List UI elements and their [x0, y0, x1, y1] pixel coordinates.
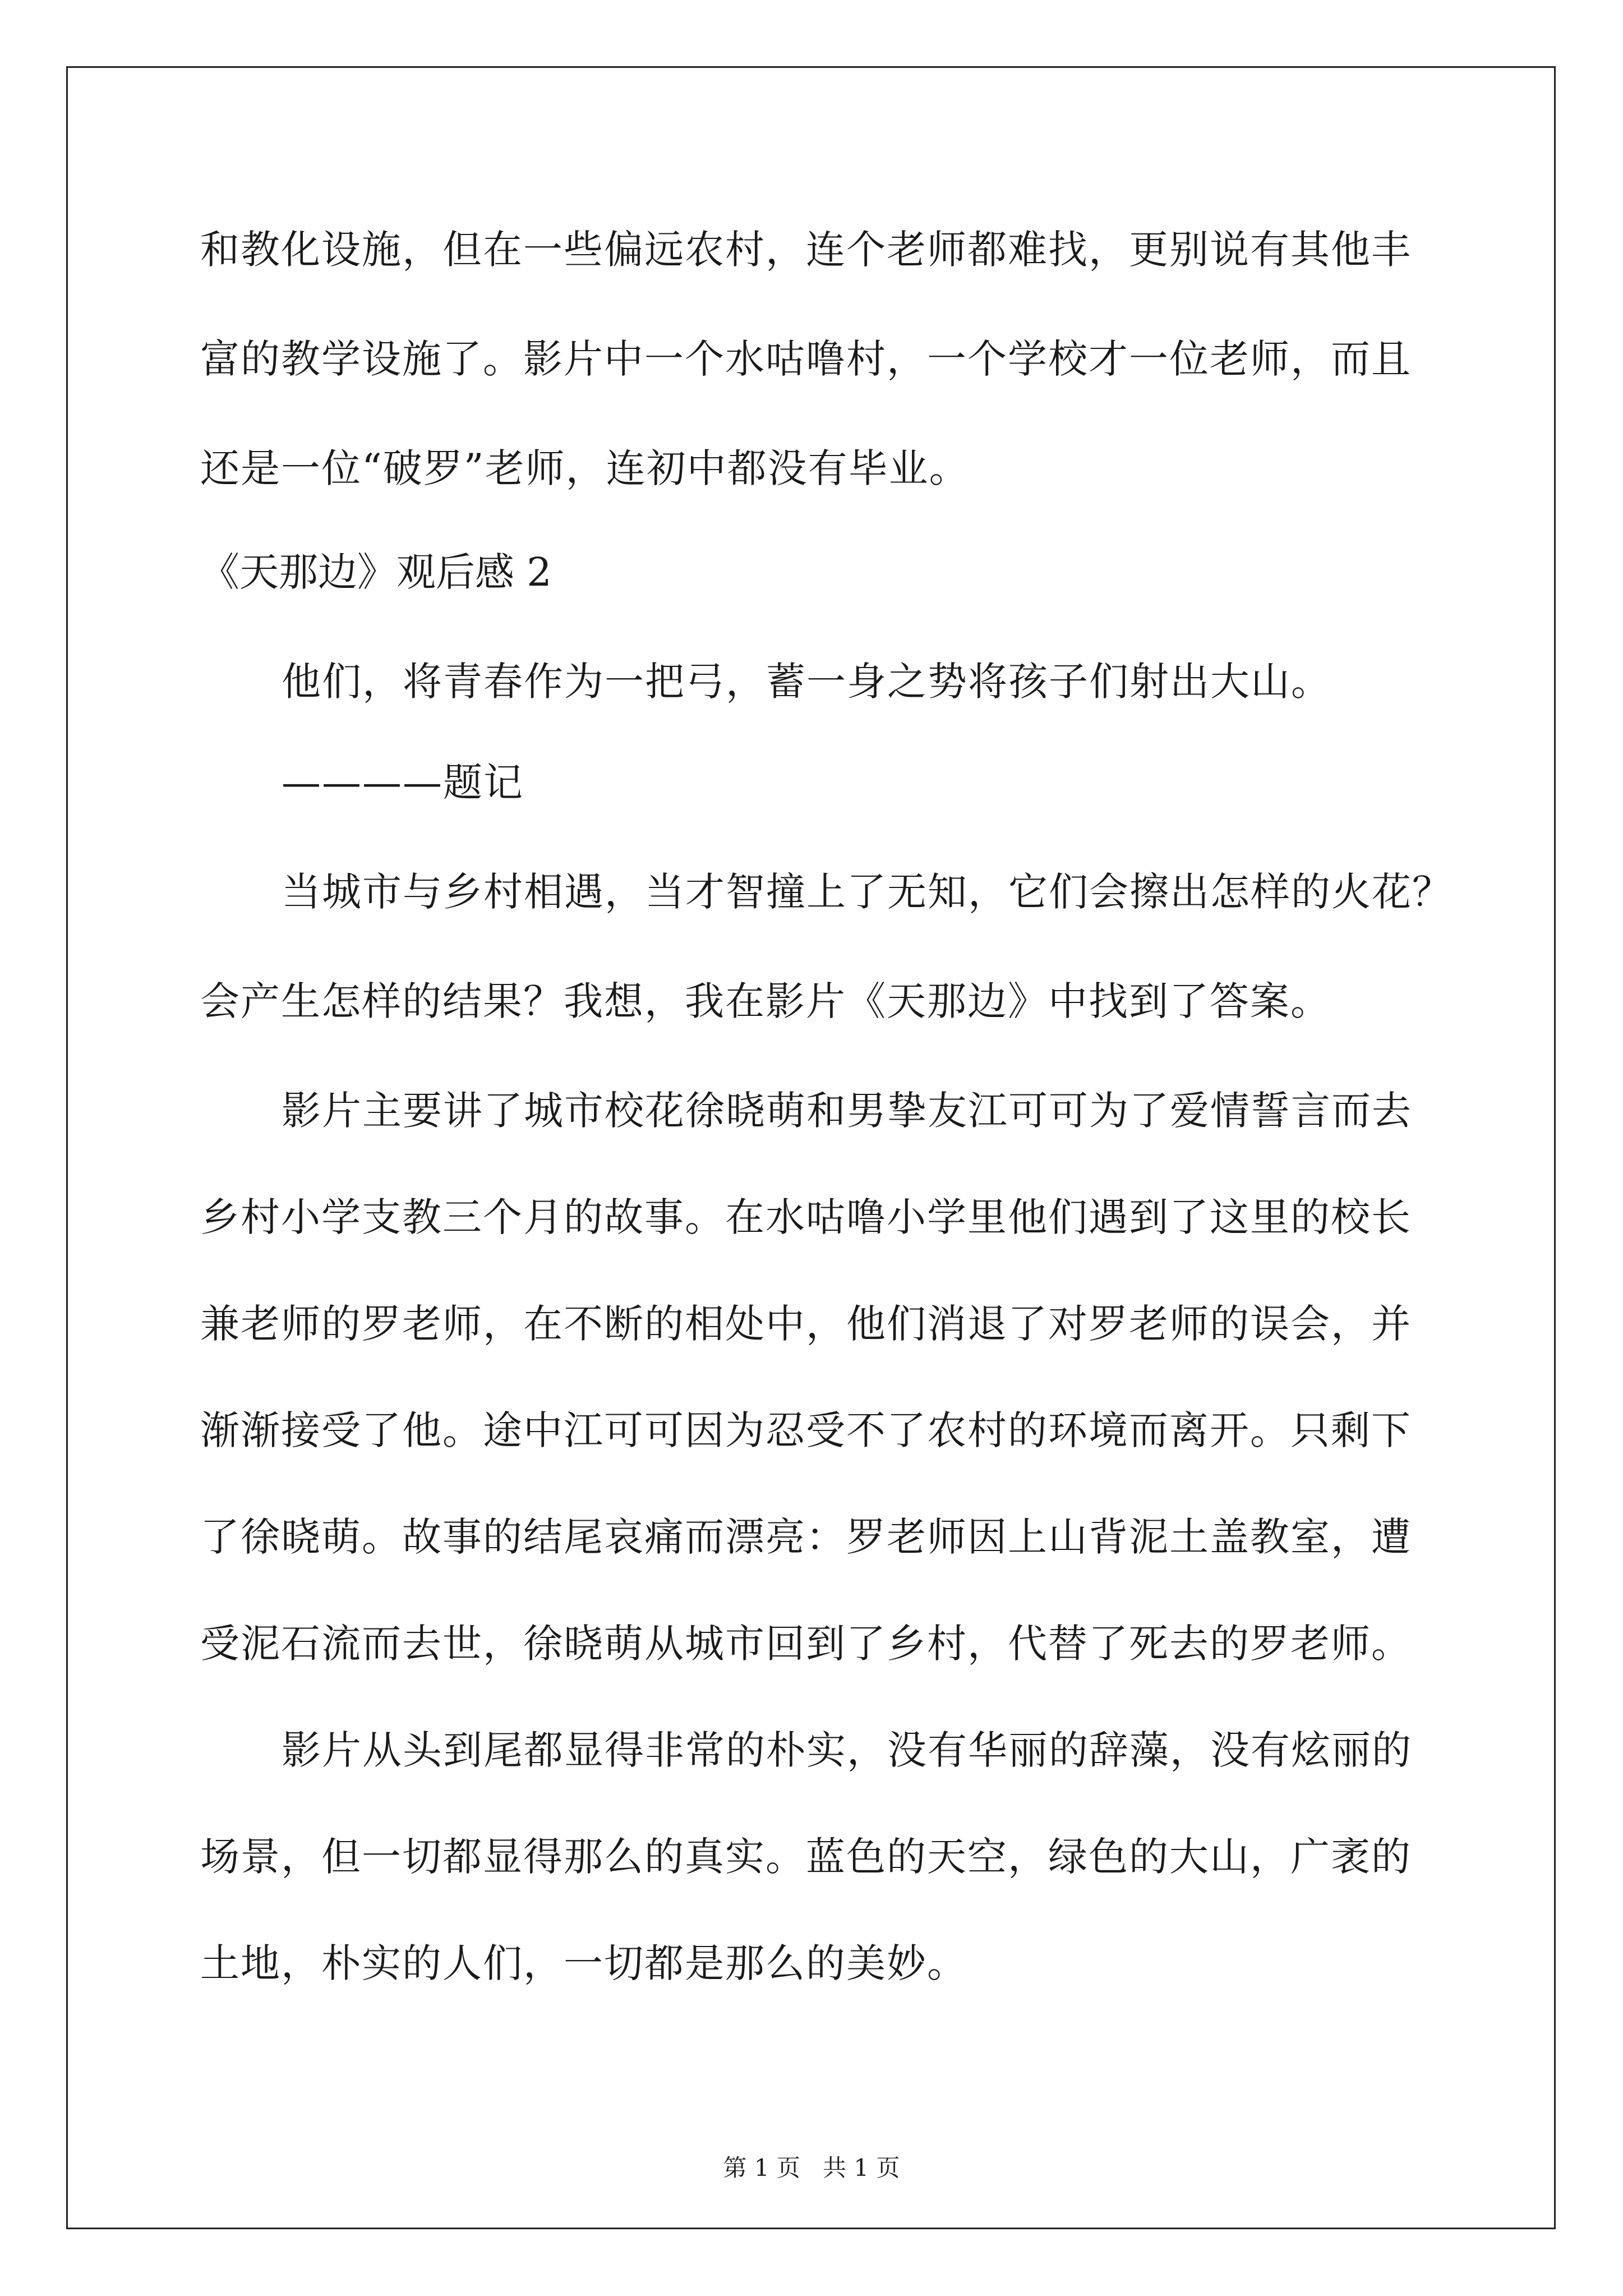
section-heading: 《天那边》观后感 2 [200, 549, 552, 595]
body-text-line: 渐渐接受了他。途中江可可因为忍受不了农村的环境而离开。只剩下 [200, 1407, 1412, 1453]
body-text-line: 当城市与乡村相遇，当才智撞上了无知，它们会擦出怎样的火花？ [282, 869, 1453, 915]
epigraph-text: 他们，将青春作为一把弓，蓄一身之势将孩子们射出大山。 [282, 659, 1331, 705]
body-text-line: 场景，但一切都显得那么的真实。蓝色的天空，绿色的大山，广袤的 [200, 1834, 1412, 1880]
body-text-line: 影片从头到尾都显得非常的朴实，没有华丽的辞藻，没有炫丽的 [282, 1727, 1412, 1773]
body-text-line: 会产生怎样的结果？我想，我在影片《天那边》中找到了答案。 [200, 978, 1331, 1024]
page-footer: 第 1 页 共 1 页 [723, 2154, 900, 2182]
body-text-line: 了徐晓萌。故事的结尾哀痛而漂亮：罗老师因上山背泥土盖教室，遭 [200, 1514, 1412, 1560]
body-text-line: 富的教学设施了。影片中一个水咕噜村，一个学校才一位老师，而且 [200, 336, 1412, 382]
body-text-line: 影片主要讲了城市校花徐晓萌和男挚友江可可为了爱情誓言而去 [282, 1088, 1412, 1134]
epigraph-attribution: ————题记 [282, 760, 524, 806]
body-text-line: 受泥石流而去世，徐晓萌从城市回到了乡村，代替了死去的罗老师。 [200, 1621, 1412, 1667]
body-text-line: 和教化设施，但在一些偏远农村，连个老师都难找，更别说有其他丰 [200, 227, 1412, 273]
page-border [66, 66, 1556, 2229]
body-text-line: 乡村小学支教三个月的故事。在水咕噜小学里他们遇到了这里的校长 [200, 1194, 1412, 1240]
body-text-line: 土地，朴实的人们，一切都是那么的美妙。 [200, 1940, 967, 1986]
body-text-line: 还是一位“破罗”老师，连初中都没有毕业。 [200, 445, 970, 491]
body-text-line: 兼老师的罗老师，在不断的相处中，他们消退了对罗老师的误会，并 [200, 1301, 1412, 1347]
